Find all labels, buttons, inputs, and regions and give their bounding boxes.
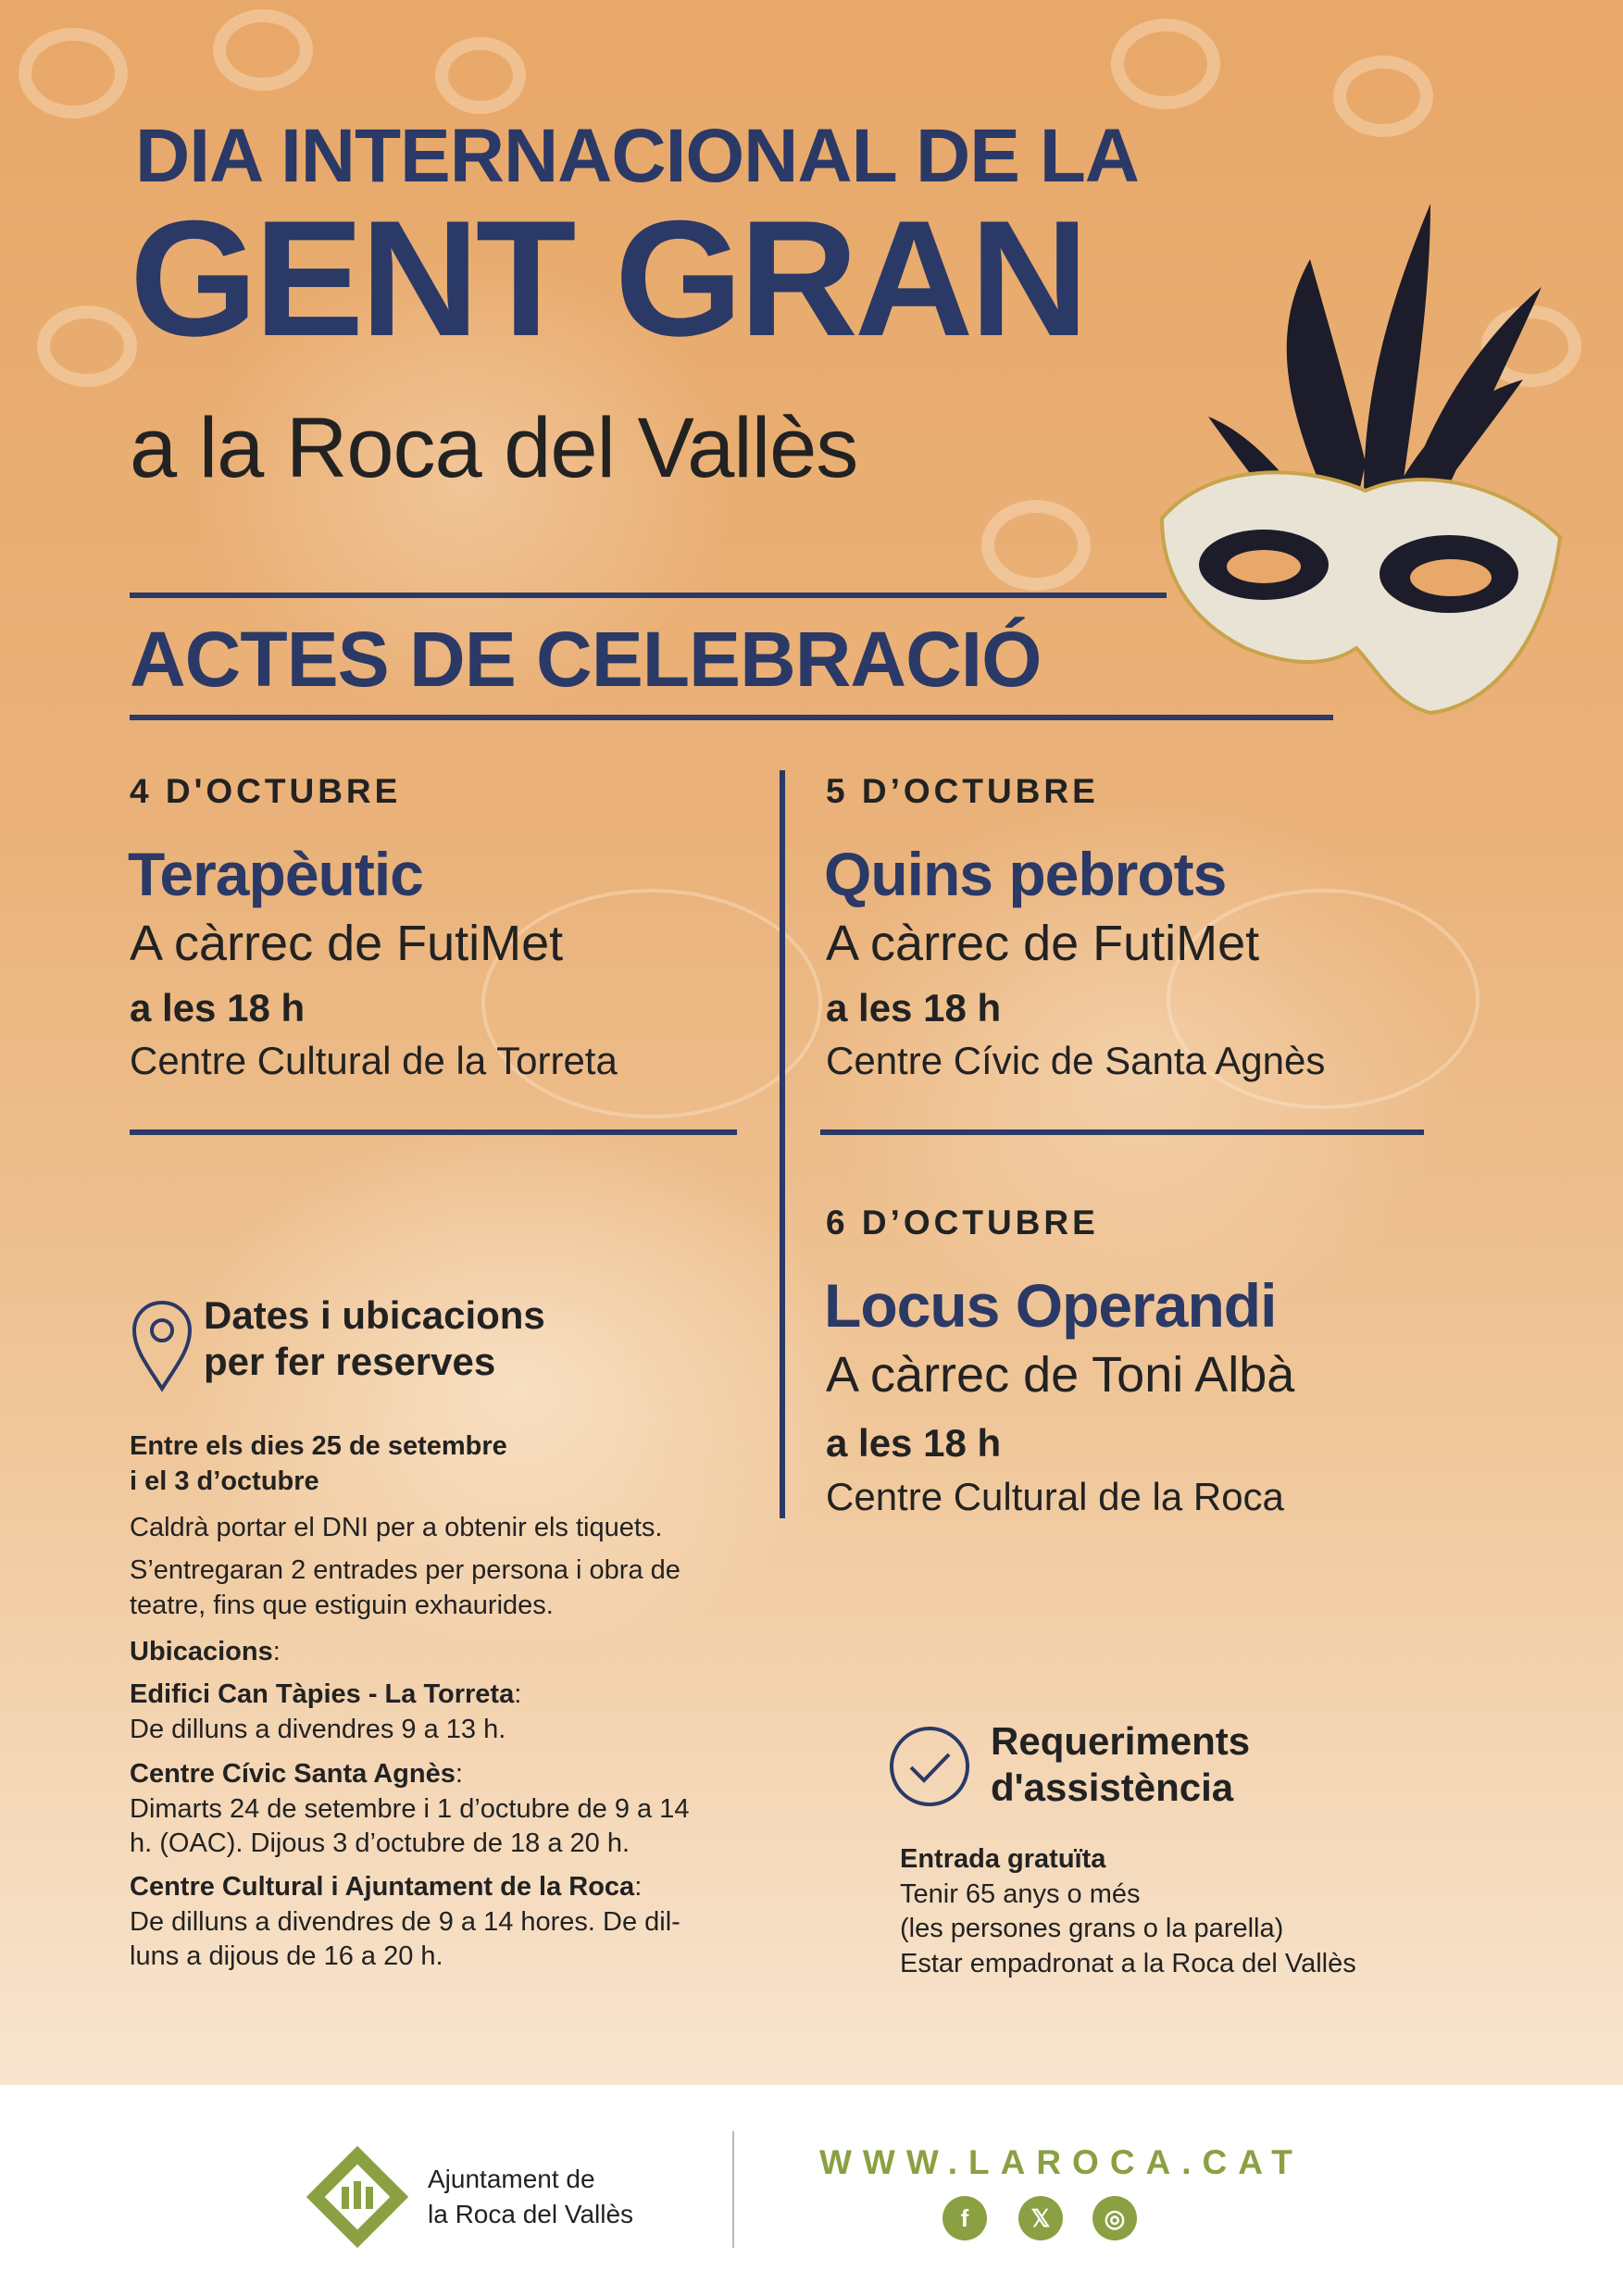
note-line: S’entregaran 2 entrades per persona i obra de <box>130 1555 680 1585</box>
divider-rule <box>130 593 1167 598</box>
decor-bubble <box>37 306 137 387</box>
event-date: 6 D’OCTUBRE <box>826 1204 1099 1242</box>
free-entry: Entrada gratuïta <box>900 1844 1106 1874</box>
requirements-list <box>900 1842 1356 1982</box>
event-time: a les 18 h <box>130 986 306 1029</box>
footer <box>0 2085 1623 2296</box>
location-2: Centre Cívic Santa Agnès: Dimarts 24 de setembre i 1 d’octubre de 9 a 14 h. (OAC). Dijous 3 d’octubre de 18 a 20 h. <box>130 1757 690 1862</box>
event-time: a les 18 h <box>826 1421 1002 1465</box>
location-hours: luns a dijous de 16 a 20 h. <box>130 1941 443 1972</box>
requirement-item: Estar empadronat a la Roca del Vallès <box>900 1949 1356 1979</box>
event-place: Centre Cultural de la Roca <box>826 1475 1284 1518</box>
requirement-item: (les persones grans o la parella) <box>900 1914 1284 1944</box>
reservations-period <box>130 1429 507 1499</box>
requirements-title-line: d'assistència <box>991 1766 1234 1810</box>
divider-rule <box>820 1129 1424 1135</box>
location-hours: Dimarts 24 de setembre i 1 d’octubre de 9 a 14 <box>130 1793 690 1824</box>
decor-bubble <box>213 9 313 91</box>
period-line: Entre els dies 25 de setembre <box>130 1431 507 1461</box>
location-name: Edifici Can Tàpies - La Torreta <box>130 1679 515 1709</box>
location-name: Centre Cultural i Ajuntament de la Roca <box>130 1872 635 1902</box>
event-place: Centre Cultural de la Torreta <box>130 1039 618 1082</box>
ajuntament-name <box>428 2162 633 2232</box>
section-title: ACTES DE CELEBRACIÓ <box>130 616 1042 703</box>
org-line: Ajuntament de <box>428 2165 595 2193</box>
requirements-title-line: Requeriments <box>991 1719 1251 1763</box>
reservations-title-line: per fer reserves <box>204 1340 496 1384</box>
facebook-icon[interactable]: f <box>943 2196 987 2240</box>
org-line: la Roca del Vallès <box>428 2199 634 2228</box>
decor-bubble <box>1333 56 1433 137</box>
title-line-1: DIA INTERNACIONAL DE LA <box>135 114 1139 198</box>
decor-bubble <box>1111 19 1220 109</box>
event-date: 4 D'OCTUBRE <box>130 772 402 810</box>
reservations-title-line: Dates i ubicacions <box>204 1293 545 1337</box>
divider-rule <box>130 1129 737 1135</box>
event-performer: A càrrec de FutiMet <box>130 916 564 971</box>
ajuntament-logo <box>301 2140 414 2253</box>
title-line-3: a la Roca del Vallès <box>130 401 858 495</box>
location-hours: h. (OAC). Dijous 3 d’octubre de 18 a 20 h. <box>130 1828 630 1859</box>
footer-divider <box>732 2131 734 2248</box>
event-title: Locus Operandi <box>824 1271 1277 1340</box>
location-pin-icon <box>130 1298 194 1392</box>
instagram-icon[interactable]: ◎ <box>1092 2196 1137 2240</box>
note-line: teatre, fins que estiguin exhaurides. <box>130 1590 554 1620</box>
event-date: 5 D’OCTUBRE <box>826 772 1099 810</box>
location-hours: De dilluns a divendres 9 a 13 h. <box>130 1714 506 1744</box>
decor-bubble <box>19 28 128 119</box>
location-name: Centre Cívic Santa Agnès <box>130 1759 456 1789</box>
requirement-item: Tenir 65 anys o més <box>900 1878 1141 1909</box>
event-title: Terapèutic <box>128 840 423 908</box>
location-hours: De dilluns a divendres de 9 a 14 hores. De dil- <box>130 1906 680 1937</box>
event-place: Centre Cívic de Santa Agnès <box>826 1039 1326 1082</box>
locations-label: Ubicacions: <box>130 1637 281 1666</box>
locations-label-text: Ubicacions <box>130 1637 273 1666</box>
event-title: Quins pebrots <box>824 840 1227 908</box>
location-3: Centre Cultural i Ajuntament de la Roca: De dilluns a divendres de 9 a 14 hores. De dil- luns a dijous de 16 a 20 h. <box>130 1870 680 1975</box>
website-link[interactable]: WWW.LAROCA.CAT <box>819 2143 1304 2181</box>
decor-bubble <box>435 37 526 114</box>
event-time: a les 18 h <box>826 986 1002 1029</box>
checkmark-circle-icon <box>887 1724 972 1809</box>
event-performer: A càrrec de FutiMet <box>826 916 1260 971</box>
decor-bubble <box>981 500 1091 591</box>
title-line-2: GENT GRAN <box>130 186 1085 370</box>
reservations-title <box>204 1292 545 1386</box>
location-1: Edifici Can Tàpies - La Torreta: De dilluns a divendres 9 a 13 h. <box>130 1678 521 1747</box>
carnival-mask-icon <box>1153 185 1579 759</box>
x-icon[interactable]: 𝕏 <box>1018 2196 1063 2240</box>
reservations-tickets-note <box>130 1554 680 1623</box>
column-divider <box>780 770 785 1518</box>
period-line: i el 3 d’octubre <box>130 1466 319 1496</box>
requirements-title <box>991 1718 1250 1812</box>
reservations-dni-note: Caldrà portar el DNI per a obtenir els tiquets. <box>130 1513 663 1542</box>
event-performer: A càrrec de Toni Albà <box>826 1347 1295 1403</box>
